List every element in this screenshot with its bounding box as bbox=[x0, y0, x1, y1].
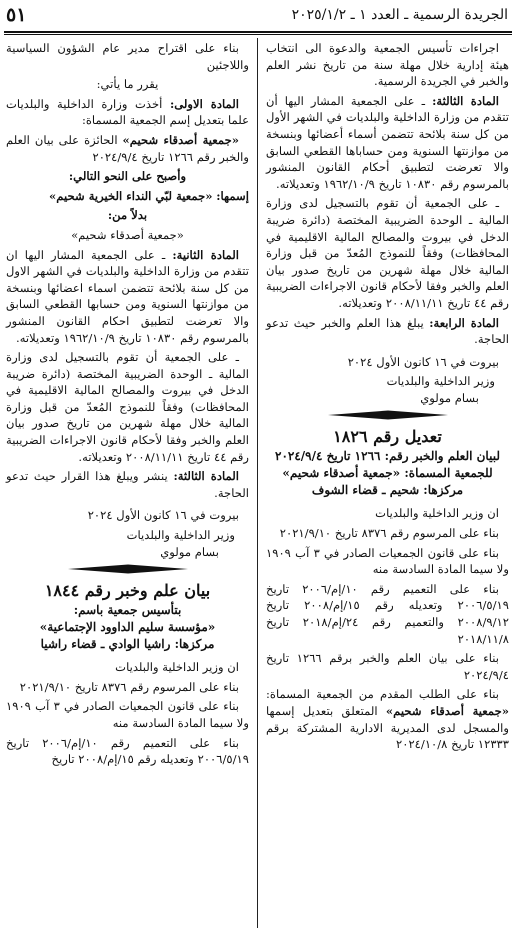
page-number: ٥١ bbox=[6, 4, 27, 26]
article-3 bbox=[266, 93, 509, 193]
whereas-4: بناء على بيان العلم والخبر برقم ١٢٦٦ تاريخ ٢٠٢٤/٩/٤ bbox=[266, 651, 509, 682]
article-text: ـ على الجمعية المشار اليها أن تتقدم من وزارة الداخلية والبلديات في الشهر الأول من كل سنة بلائحة تتضمن أسماء أعضائها وبنسخة من موازنتها السنوية ومن حساباها القطعي السابق والا تعرضت لتطبيق أحكام القانون المنشور بالمرسوم رقم ١٠٨٣٠ تاريخ ١٩٦٢/١٠/٩ وتعديلاته. bbox=[266, 93, 509, 191]
paragraph: بناء على اقتراح مدير عام الشؤون السياسية واللاجئين bbox=[6, 41, 249, 72]
whereas-3: بناء على التعميم رقم ١٠/إم/٢٠٠٦ تاريخ ٢٠٠٦/٥/١٩ وتعديله رقم ١٥/إم/٢٠٠٨ تاريخ ٢٠٠٨/٩/١٢ والتعميم رقم ٢٤/إم/٢٠١٨ تاريخ ٢٠١٨/١١/٨ bbox=[266, 581, 509, 646]
header-rule-thin bbox=[4, 34, 512, 35]
article-text: ينشر ويبلغ هذا القرار حيث تدعو الحاجة. bbox=[6, 469, 249, 500]
date-line: بيروت في ١٦ كانون الأول ٢٠٢٤ bbox=[87, 508, 239, 523]
whereas-3: بناء على التعميم رقم ١٠/إم/٢٠٠٦ تاريخ ٢٠٠٦/٥/١٩ وتعديله رقم ١٥/إم/٢٠٠٨ تاريخ bbox=[6, 735, 249, 767]
article-label: المادة الثانية: bbox=[172, 247, 239, 262]
notice-subtitle: مركزها: راشيا الوادي ـ قضاء راشيا bbox=[40, 637, 215, 652]
divider-ornament bbox=[6, 564, 249, 574]
new-association-name: «جمعية لبّي النداء الخيرية شحيم» bbox=[49, 188, 213, 203]
page-header bbox=[4, 0, 512, 30]
article-label: المادة الاولى: bbox=[169, 96, 239, 111]
name-label: إسمها: bbox=[216, 188, 249, 203]
notice-title: بيان علم وخبر رقم ١٨٤٤ bbox=[44, 581, 211, 601]
article-text: أخذت وزارة الداخلية والبلديات علما بتعديل إسم الجمعية المسماة: bbox=[6, 96, 249, 128]
amendment-subtitle: للجمعية المسماة: «جمعية أصدقاء شحيم» bbox=[282, 466, 493, 481]
header-rule bbox=[4, 31, 512, 33]
divider-ornament bbox=[266, 410, 509, 420]
paragraph: اجراءات تأسيس الجمعية والدعوة الى انتخاب هيئة إدارية خلال مهلة سنة من تاريخ نشر العلم والخبر في الجريدة الرسمية. bbox=[266, 41, 509, 89]
tax-paragraph: ـ على الجمعية أن تقوم بالتسجيل لدى وزارة المالية ـ الوحدة الضريبية المختصة (دائرة ضريبة الدخل في بيروت والمصالح المالية الاقليمية في المحافظات) وفقاً للنموذج المُعدّ من قبل وزارة المالية خلال مهلة شهرين من تاريخ صدور بيان العلم والخبر وفقا لأحكام قانون الاجراءات الضريبية رقم ٤٤ تاريخ ٢٠٠٨/١١/١١ وتعديلاته. bbox=[266, 196, 509, 310]
whereas-2: بناء على قانون الجمعيات الصادر في ٣ آب ١٩٠٩ ولا سيما المادة السادسة منه bbox=[6, 699, 249, 730]
article-2 bbox=[6, 247, 249, 347]
decree-line: يقرر ما يأتي: bbox=[96, 77, 159, 92]
whereas-5 bbox=[266, 686, 509, 752]
amendment-title: تعديل رقم ١٨٢٦ bbox=[333, 427, 442, 447]
minister-line: ان وزير الداخلية والبلديات bbox=[115, 660, 239, 675]
article-4 bbox=[266, 315, 509, 348]
article-label: المادة الثالثة: bbox=[173, 469, 240, 484]
signature: بسام مولوي bbox=[160, 544, 219, 559]
article-label: المادة الرابعة: bbox=[429, 315, 500, 330]
whereas-1: بناء على المرسوم رقم ٨٣٧٦ تاريخ ٢٠٢١/٩/١٠ bbox=[279, 526, 499, 541]
association-name: «جمعية أصدقاء شحيم» bbox=[122, 132, 239, 147]
ministry-line: وزير الداخلية والبلديات bbox=[386, 374, 495, 389]
became-line: وأصبح على النحو التالي: bbox=[68, 169, 187, 184]
ornament-icon bbox=[68, 564, 188, 574]
amendment-subtitle: لبيان العلم والخبر رقم: ١٢٦٦ تاريخ ٢٠٢٤/٩/٤ bbox=[275, 449, 500, 464]
ornament-icon bbox=[328, 410, 448, 420]
article-1 bbox=[6, 96, 249, 129]
right-column bbox=[266, 40, 509, 756]
notice-subtitle: «مؤسسة سليم الداوود الإجتماعية» bbox=[39, 620, 216, 635]
new-name-line bbox=[6, 188, 249, 205]
whereas-2: بناء على قانون الجمعيات الصادر في ٣ آب ١٩٠٩ ولا سيما المادة السادسة منه bbox=[266, 545, 509, 577]
whereas-1: بناء على المرسوم رقم ٨٣٧٦ تاريخ ٢٠٢١/٩/١٠ bbox=[19, 679, 239, 694]
article-text: الحائزة على بيان العلم والخبر رقم ١٢٦٦ تاريخ ٢٠٢٤/٩/٤ bbox=[6, 132, 249, 164]
tax-paragraph: ـ على الجمعية أن تقوم بالتسجيل لدى وزارة المالية ـ الوحدة الضريبية المختصة (دائرة ضريبة الدخل في بيروت والمصالح المالية الاقليمية في المحافظات) وفقاً للنموذج المُعدّ من قبل وزارة المالية خلال مهلة شهرين من تاريخ صدور بيان العلم والخبر وفقا لأحكام قانون الاجراءات الضريبية رقم ٤٤ تاريخ ٢٠٠٨/١١/١١ وتعديلاته. bbox=[6, 350, 249, 464]
association-name: «جمعية أصدقاء شحيم» bbox=[385, 704, 509, 718]
article-1-name bbox=[6, 132, 249, 165]
gazette-title: الجريدة الرسمية ـ العدد ١ ـ ٢٠٢٥/١/٢ bbox=[291, 7, 508, 23]
ministry-line: وزير الداخلية والبلديات bbox=[126, 528, 235, 543]
notice-subtitle: بتأسيس جمعية باسم: bbox=[73, 603, 182, 618]
article-label: المادة الثالثة: bbox=[432, 93, 499, 108]
article-text: يبلغ هذا العلم والخبر حيث تدعو الحاجة. bbox=[266, 315, 509, 347]
article-text: ـ على الجمعية المشار اليها ان تتقدم من وزارة الداخلية والبلديات في الشهر الاول من كل سنة بلائحة تتضمن اسماء اعضائها وبنسخة من موازنتها السنوية ومن حسابها القطعي السابق والا تعرضت لتطبيق احكام القانون المنشور بالمرسوم رقم ١٠٨٣٠ تاريخ ١٩٦٢/١٠/٩ وتعديلاته. bbox=[6, 247, 249, 345]
left-column bbox=[6, 40, 249, 771]
signature: بسام مولوي bbox=[420, 390, 479, 405]
old-association-name: «جمعية أصدقاء شحيم» bbox=[71, 227, 184, 242]
whereas-text: المتعلق بتعديل إسمها والمسجل لدى المديرية الادارية المشتركة برقم ١٢٣٣٣ تاريخ ٢٠٢٤/١٠/٨ bbox=[266, 704, 509, 752]
column-divider bbox=[257, 38, 258, 928]
whereas-text: بناء على الطلب المقدم من الجمعية المسماة: bbox=[266, 687, 499, 702]
minister-line: ان وزير الداخلية والبلديات bbox=[375, 506, 499, 521]
amendment-subtitle: مركزها: شحيم ـ قضاء الشوف bbox=[311, 483, 464, 498]
article-3 bbox=[6, 468, 249, 501]
date-line: بيروت في ١٦ كانون الأول ٢٠٢٤ bbox=[347, 354, 499, 369]
instead-line: بدلاً من: bbox=[107, 208, 148, 223]
